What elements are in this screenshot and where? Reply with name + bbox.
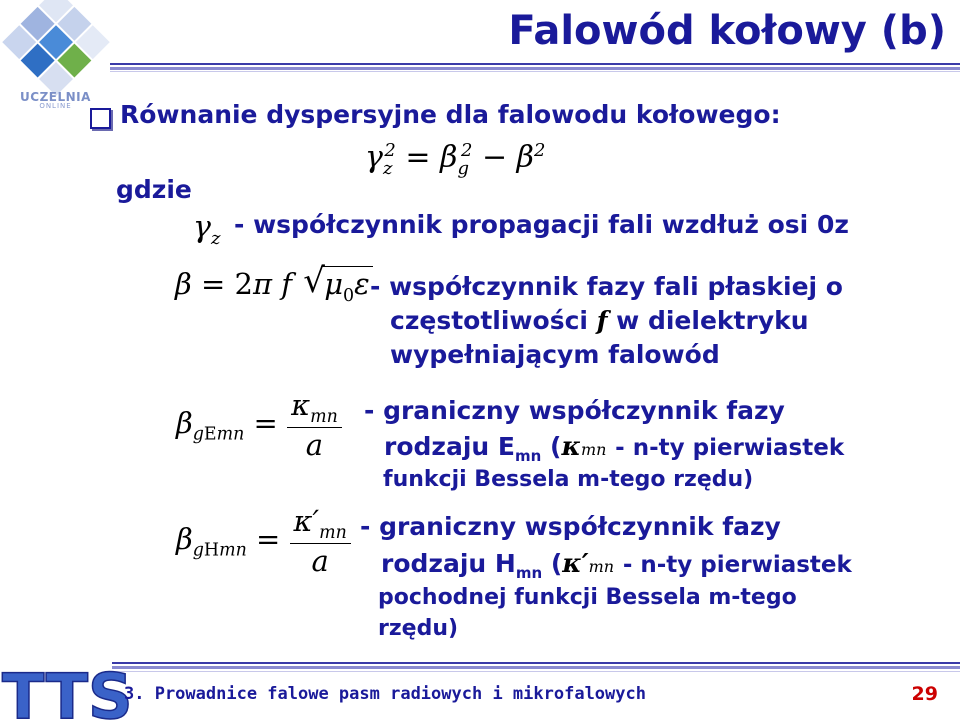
beta-e-line2-b: (: [541, 432, 562, 461]
footer-course-title: 3. Prowadnice falowe pasm radiowych i mikrofalowych: [124, 684, 646, 704]
title-underline: [110, 63, 960, 73]
beta-description-line2: [390, 306, 809, 335]
beta-e-line2-sub: mn: [514, 447, 542, 465]
slide-title: Falowód kołowy (b): [508, 8, 946, 54]
beta-e-line2-c: - n-ty pierwiastek: [615, 435, 845, 461]
beta-description-line1: - współczynnik fazy fali płaskiej o: [370, 272, 843, 301]
beta-h-line2-a: rodzaju H: [381, 549, 516, 578]
beta-h-description-line4: rzędu): [378, 616, 459, 641]
where-label: gdzie: [116, 175, 192, 204]
beta-h-line2-sub: mn: [515, 564, 543, 582]
beta-e-description-line3: funkcji Bessela m-tego rzędu): [383, 467, 754, 492]
kappa-prime-mn-symbol: κ′mn: [562, 549, 615, 579]
beta-gHmn-equation: $\beta_{gHmn}$ = $\frac{\kappa'_{mn}}{a}$: [176, 504, 351, 578]
beta-description-line2-b: w dielektryku: [616, 306, 809, 335]
beta-description-line3: wypełniającym falowód: [390, 340, 720, 369]
page-number: 29: [911, 683, 938, 705]
footer-rule: [0, 660, 960, 674]
beta-gEmn-equation: $\beta_{gEmn}$ = $\frac{\kappa_{mn}}{a}$: [176, 388, 342, 462]
logo-caption: [8, 90, 103, 110]
tts-logo: [0, 660, 133, 720]
logo-line2: ONLINE: [39, 102, 72, 110]
checkbox-bullet-icon: [90, 108, 111, 129]
beta-e-description-line1: - graniczny współczynnik fazy: [364, 396, 785, 425]
kappa-mn-symbol: κmn: [561, 432, 607, 462]
beta-h-description-line2: [381, 549, 852, 582]
beta-equation: β = 2π f √ $\mu_0\varepsilon$: [175, 266, 373, 306]
section-heading: Równanie dyspersyjne dla falowodu kołowego:: [120, 100, 781, 129]
gamma-z-symbol: $\gamma_z$: [193, 210, 221, 249]
beta-h-description-line1: - graniczny współczynnik fazy: [360, 512, 781, 541]
beta-h-description-line3: pochodnej funkcji Bessela m-tego: [378, 585, 797, 610]
beta-e-line2-a: rodzaju E: [384, 432, 515, 461]
logo-line1: UCZELNIA: [20, 90, 91, 104]
beta-description-line2-a: częstotliwości: [390, 306, 588, 335]
dispersion-equation: $\gamma_z^2 = \beta_g^2 - \beta^2$: [365, 140, 546, 179]
beta-e-description-line2: [384, 432, 844, 465]
gamma-z-description: - współczynnik propagacji fali wzdłuż osi 0z: [234, 210, 849, 239]
f-symbol: f: [596, 306, 608, 335]
beta-h-line2-b: (: [542, 549, 563, 578]
beta-h-line2-c: - n-ty pierwiastek: [622, 552, 852, 578]
tts-logo-text: TTS: [2, 660, 133, 720]
